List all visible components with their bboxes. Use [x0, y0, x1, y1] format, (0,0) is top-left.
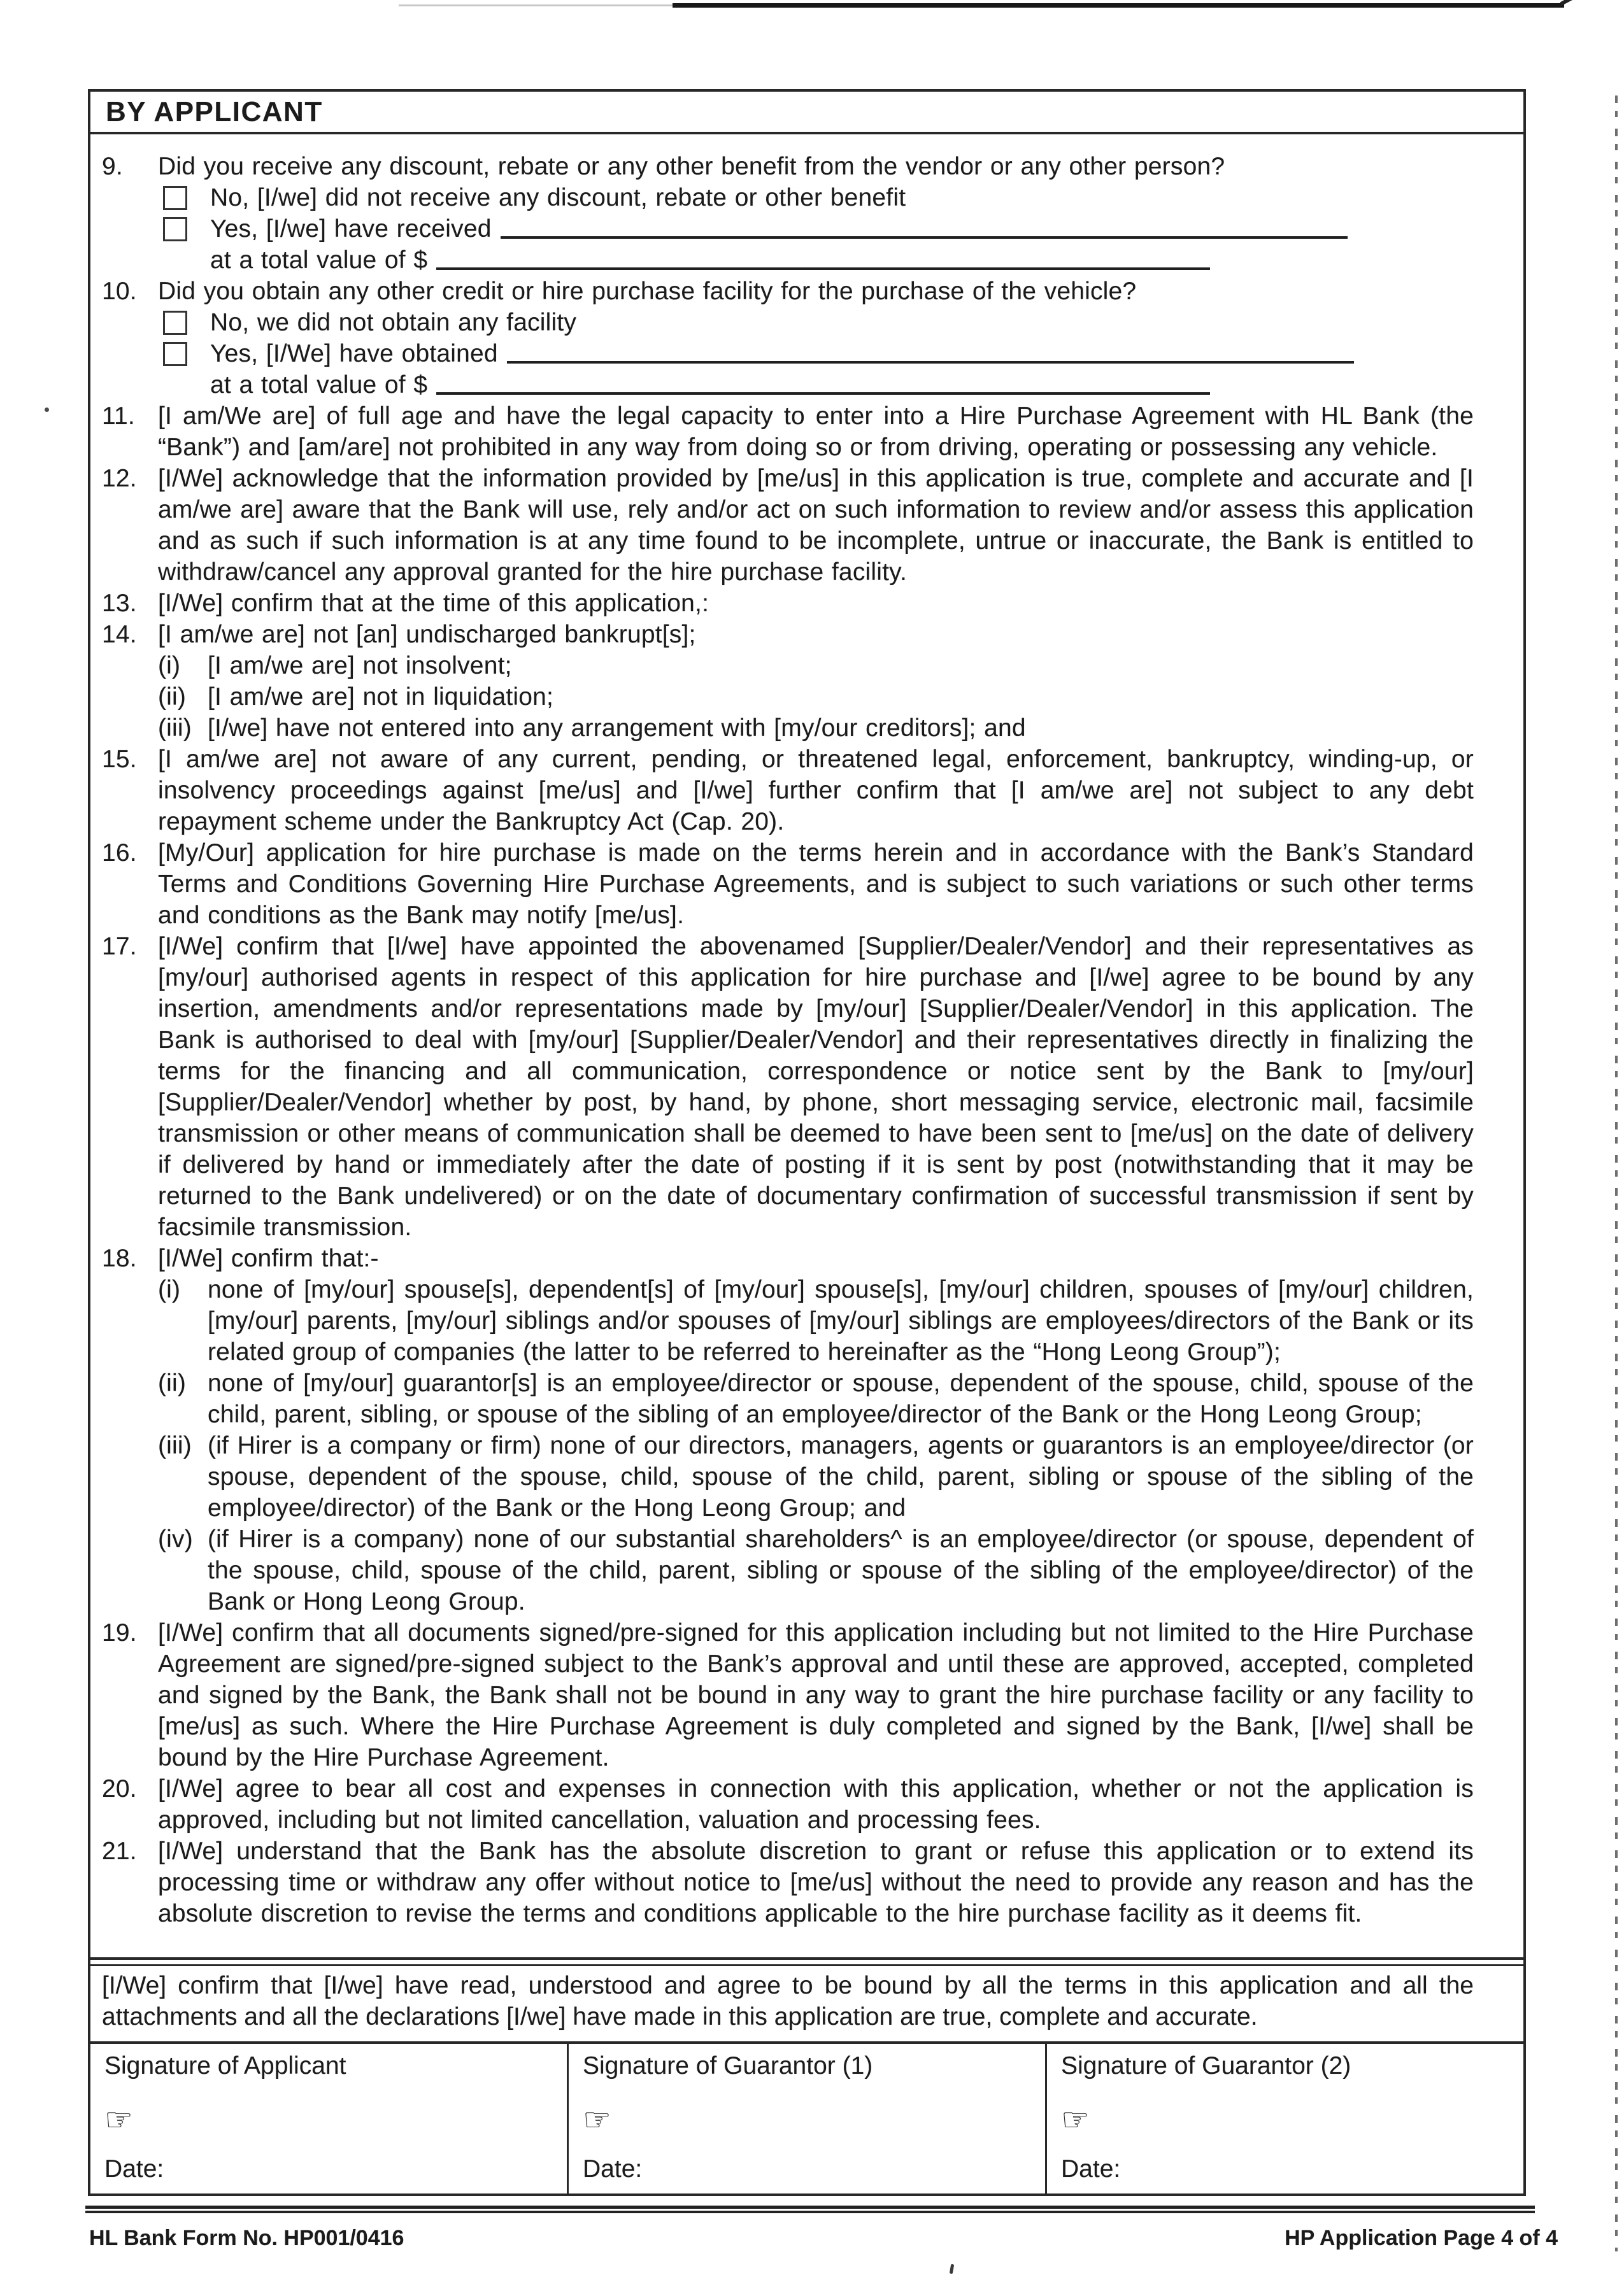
clause-text: [I/We] agree to bear all cost and expenses in connection with this application, whether or not the application is approved, including but not limited cancellation, valuation and processing fees. — [158, 1775, 1474, 1834]
clause-number: 13. — [102, 590, 137, 617]
subclause-text: [I am/we are] not in liquidation; — [208, 683, 554, 711]
subclause-18-ii — [158, 1368, 1474, 1430]
clause-19 — [99, 1617, 1474, 1773]
signature-cell-guarantor-2 — [1047, 2044, 1523, 2193]
signature-cell-applicant — [90, 2044, 569, 2193]
clause-13 — [99, 588, 1474, 619]
scan-artifact-dot — [45, 407, 49, 412]
confirmation-text: [I/We] confirm that [I/we] have read, understood and agree to be bound by all the terms in this application and all the attachments and all the declarations [I/we] have made in this application are true, complete and accurate. — [102, 1972, 1474, 2030]
subclause-18-iv — [158, 1524, 1474, 1617]
clause-number: 15. — [102, 746, 137, 773]
date-label: Date: — [1061, 2155, 1121, 2183]
subclause-14-iii — [158, 712, 1474, 744]
clause-21 — [99, 1836, 1474, 1929]
signature-area-guarantor-2[interactable] — [1061, 2081, 1511, 2153]
clause-text: [I/We] confirm that at the time of this application,: — [158, 590, 709, 617]
date-label: Date: — [583, 2155, 643, 2183]
clause-number: 21. — [102, 1838, 137, 1865]
clause-text: Did you obtain any other credit or hire purchase facility for the purchase of the vehicle? — [158, 278, 1137, 305]
date-field-guarantor-1[interactable] — [583, 2153, 1032, 2185]
option-row — [158, 213, 1474, 244]
subclause-number: (i) — [158, 1276, 181, 1303]
option-row — [158, 338, 1474, 369]
subclause-text: [I am/we are] not insolvent; — [208, 652, 512, 679]
signature-area-applicant[interactable] — [104, 2081, 554, 2153]
option-label: at a total value of $ — [210, 246, 428, 274]
subclause-number: (i) — [158, 652, 181, 679]
page-indicator: HP Application Page 4 of 4 — [1285, 2226, 1558, 2250]
signature-title: Signature of Guarantor (2) — [1061, 2052, 1351, 2080]
subclause-18-iii — [158, 1430, 1474, 1524]
subclause-number: (iii) — [158, 1432, 192, 1459]
section-title: BY APPLICANT — [106, 96, 323, 127]
option-row — [158, 244, 1474, 276]
clause-text: Did you receive any discount, rebate or any other benefit from the vendor or any other person? — [158, 153, 1225, 180]
clause-number: 19. — [102, 1619, 137, 1647]
clause-text: [I am/we are] not [an] undischarged bankrupt[s]; — [158, 621, 696, 648]
clause-12 — [99, 463, 1474, 588]
option-row — [158, 182, 1474, 213]
clause-9 — [99, 151, 1474, 276]
subclause-number: (ii) — [158, 683, 187, 711]
clause-number: 10. — [102, 278, 137, 305]
pointing-hand-icon: ☞ — [104, 2101, 133, 2138]
checkbox-q10-no[interactable] — [163, 311, 187, 335]
clause-number: 18. — [102, 1245, 137, 1272]
option-label: No, [I/we] did not receive any discount, rebate or other benefit — [210, 184, 906, 211]
q9-total-value-field[interactable] — [436, 244, 1210, 270]
subclause-text: [I/we] have not entered into any arrangement with [my/our creditors]; and — [208, 714, 1026, 742]
clause-text: [My/Our] application for hire purchase is made on the terms herein and in accordance with the Bank’s Standard Terms and Conditions Governing Hire Purchase Agreements, and is subject to such variations or such other terms and conditions as the Bank may notify [me/us]. — [158, 839, 1474, 929]
clause-number: 11. — [102, 402, 135, 430]
subclause-14-ii — [158, 681, 1474, 712]
option-label: No, we did not obtain any facility — [210, 309, 577, 336]
clause-number: 17. — [102, 933, 137, 960]
clause-text: [I/We] confirm that all documents signed/pre-signed for this application including but not limited to the Hire Purchase Agreement are signed/pre-signed subject to the Bank’s approval and until these are approved, accepted, completed and signed by the Bank, the Bank shall not be bound in any way to grant the hire purchase facility or any facility to [me/us] as such. Where the Hire Purchase Agreement is duly completed and signed by the Bank, [I/we] shall be bound by the Hire Purchase Agreement. — [158, 1619, 1474, 1771]
confirmation-statement — [90, 1957, 1523, 2041]
scan-artifact-top-line — [673, 3, 1564, 8]
scan-artifact-bottom-mark — [950, 2264, 955, 2274]
option-label: Yes, [I/We] have obtained — [210, 340, 498, 367]
footer — [89, 2225, 1558, 2251]
clause-text: [I am/we are] not aware of any current, pending, or threatened legal, enforcement, bankruptcy, winding-up, or insolvency proceedings against [me/us] and [I/we] further confirm that [I am/we are] not subject to any debt repayment scheme under the Bankruptcy Act (Cap. 20). — [158, 746, 1474, 835]
clause-number: 14. — [102, 621, 137, 648]
clause-14 — [99, 619, 1474, 744]
clause-text: [I/We] confirm that:- — [158, 1245, 379, 1272]
subclause-14-i — [158, 650, 1474, 681]
date-label: Date: — [104, 2155, 164, 2183]
signature-cell-guarantor-1 — [569, 2044, 1047, 2193]
pointing-hand-icon: ☞ — [1061, 2101, 1090, 2138]
clause-10 — [99, 276, 1474, 400]
option-label: Yes, [I/we] have received — [210, 215, 492, 243]
subclause-text: none of [my/our] spouse[s], dependent[s] of [my/our] spouse[s], [my/our] children, spouses of [my/our] children, [my/our] parents, [my/our] siblings and/or spouses of [my/our] siblings are employees/directors of the Bank or its related group of companies (the latter to be referred to hereinafter as the “Hong Leong Group”); — [208, 1276, 1474, 1366]
subclause-text: none of [my/our] guarantor[s] is an employee/director or spouse, dependent of the spouse, child, spouse of the child, parent, sibling, or spouse of the sibling of an employee/director of the Bank or the Hong Leong Group; — [208, 1370, 1474, 1428]
q10-obtained-field[interactable] — [507, 338, 1354, 364]
clause-number: 9. — [102, 153, 123, 180]
clause-text: [I am/We are] of full age and have the legal capacity to enter into a Hire Purchase Agreement with HL Bank (the “Bank”) and [am/are] not prohibited in any way from doing so or from driving, operating or possessing any vehicle. — [158, 402, 1474, 461]
clause-text: [I/We] confirm that [I/we] have appointed the abovenamed [Supplier/Dealer/Vendor] and their representatives as [my/our] authorised agents in respect of this application for hire purchase and [I/we] agree to be bound by any insertion, amendments and/or representations made by [my/our] [Supplier/Dealer/Vendor] in this application. The Bank is authorised to deal with [my/our] [Supplier/Dealer/Vendor] and their representatives directly in finalizing the terms for the financing and all communication, correspondence or notice sent by the Bank to [my/our] [Supplier/Dealer/Vendor] whether by post, by hand, by phone, short messaging service, electronic mail, facsimile transmission or other means of communication shall be deemed to have been sent to [me/us] on the date of delivery if delivered by hand or immediately after the date of posting if it is sent by post (notwithstanding that it may be returned to the Bank undelivered) or on the date of documentary confirmation of successful transmission if sent by facsimile transmission. — [158, 933, 1474, 1241]
clause-number: 12. — [102, 465, 137, 492]
clause-16 — [99, 837, 1474, 931]
pointing-hand-icon: ☞ — [583, 2101, 611, 2138]
q10-total-value-field[interactable] — [436, 369, 1210, 395]
footer-rule — [85, 2206, 1535, 2215]
clauses-list — [90, 134, 1523, 1957]
clause-11 — [99, 400, 1474, 463]
by-applicant-section — [88, 89, 1526, 2196]
subclause-text: (if Hirer is a company) none of our substantial shareholders^ is an employee/director (or spouse, dependent of the spouse, child, spouse of the child, parent, sibling or spouse of the sibling of the employee/director) of the Bank or Hong Leong Group. — [208, 1526, 1474, 1615]
clause-number: 16. — [102, 839, 137, 867]
clause-number: 20. — [102, 1775, 137, 1803]
subclause-number: (ii) — [158, 1370, 187, 1397]
clause-20 — [99, 1773, 1474, 1836]
option-label: at a total value of $ — [210, 371, 428, 399]
option-row — [158, 369, 1474, 400]
checkbox-q10-yes[interactable] — [163, 342, 187, 366]
clause-18 — [99, 1243, 1474, 1617]
checkbox-q9-no[interactable] — [163, 186, 187, 210]
subclause-number: (iv) — [158, 1526, 193, 1553]
option-row — [158, 307, 1474, 338]
signature-title: Signature of Guarantor (1) — [583, 2052, 873, 2080]
signature-table — [90, 2041, 1523, 2193]
subclause-18-i — [158, 1274, 1474, 1368]
clause-text: [I/We] acknowledge that the information provided by [me/us] in this application is true, complete and accurate and [I am/we are] aware that the Bank will use, rely and/or act on such information to review and/or assess this application and as such if such information is at any time found to be incomplete, untrue or inaccurate, the Bank is entitled to withdraw/cancel any approval granted for the hire purchase facility. — [158, 465, 1474, 586]
date-field-applicant[interactable] — [104, 2153, 554, 2185]
scan-artifact-right-edge-dashes — [1615, 96, 1618, 2251]
checkbox-q9-yes[interactable] — [163, 217, 187, 241]
clause-text: [I/We] understand that the Bank has the absolute discretion to grant or refuse this application or to extend its processing time or withdraw any offer without notice to [me/us] without the need to provide any reason and has the absolute discretion to revise the terms and conditions applicable to the hire purchase facility as it deems fit. — [158, 1838, 1474, 1927]
subclause-text: (if Hirer is a company or firm) none of our directors, managers, agents or guarantors is an employee/director (or spouse, dependent of the spouse, child, spouse of the child, parent, sibling or spouse of the sibling of the employee/director) of the Bank or the Hong Leong Group; and — [208, 1432, 1474, 1522]
clause-17 — [99, 931, 1474, 1243]
clause-15 — [99, 744, 1474, 837]
signature-area-guarantor-1[interactable] — [583, 2081, 1032, 2153]
subclause-number: (iii) — [158, 714, 192, 742]
form-number: HL Bank Form No. HP001/0416 — [89, 2226, 404, 2250]
date-field-guarantor-2[interactable] — [1061, 2153, 1511, 2185]
signature-title: Signature of Applicant — [104, 2052, 346, 2080]
section-header — [90, 92, 1523, 134]
q9-received-field[interactable] — [501, 213, 1348, 239]
